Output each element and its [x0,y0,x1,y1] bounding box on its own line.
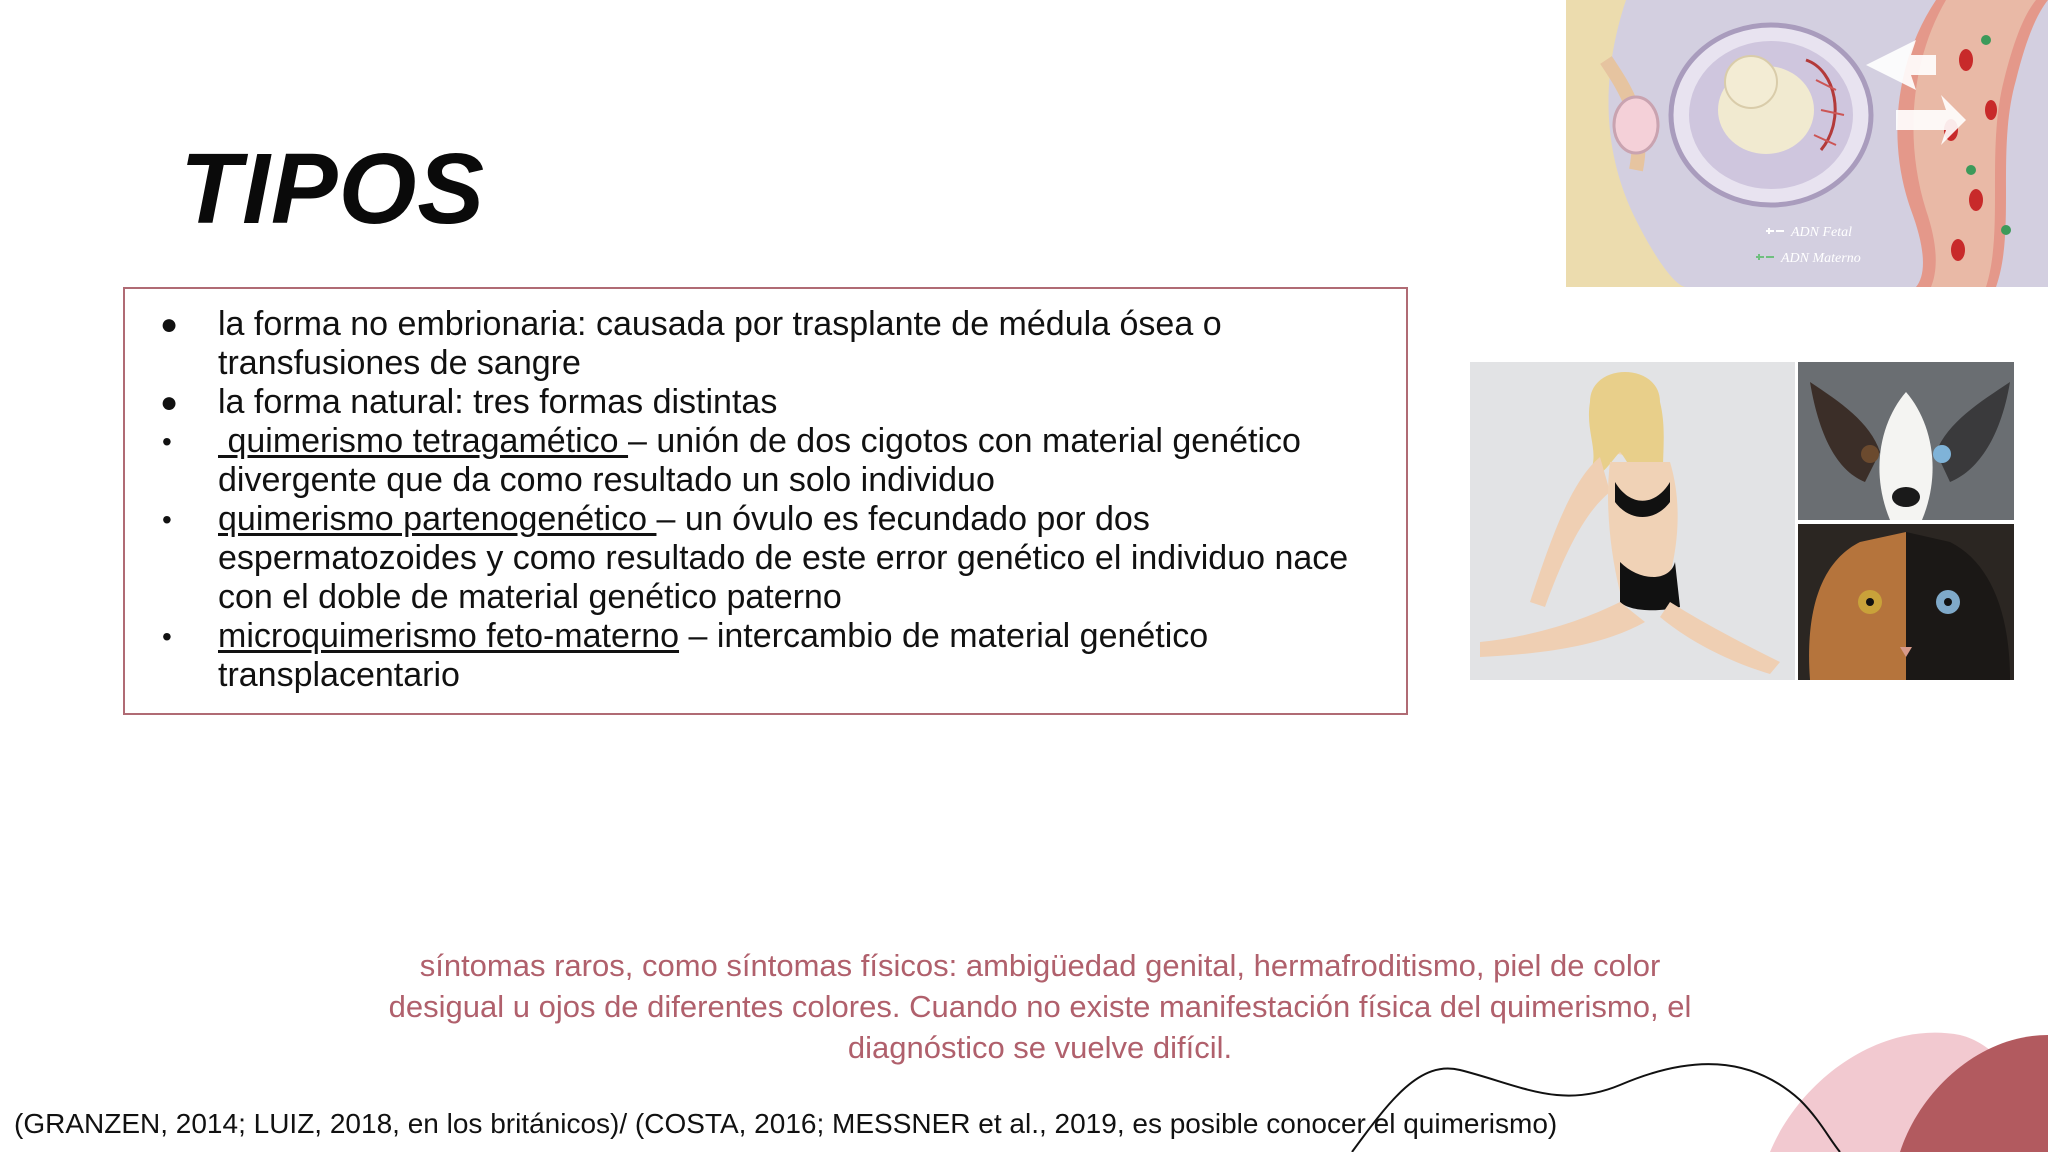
bullet-marker: • [162,504,172,535]
bullet-marker: • [162,621,172,652]
bullet-text: – un óvulo es fecundado por dos espermatozoides y como resultado de este error genético el individuo nace con el doble de material genético paterno [218,500,1349,616]
chimera-photo-collage [1470,362,2014,680]
label-adn-fetal: ADN Fetal [1791,225,1853,240]
bullet-item [160,422,1390,500]
bullet-marker: ● [160,308,179,341]
bullet-marker: • [162,426,172,457]
symptoms-paragraph: síntomas raros, como síntomas físicos: ambigüedad genital, hermafroditismo, piel de color desigual u ojos de diferentes colores. Cuando no existe manifestación física del quimerismo, el diagnóstico se vuelve difícil. [388,948,1692,1065]
decor-light-blob [1770,1033,2048,1152]
bullet-list [160,305,1390,695]
bullet-item [160,617,1390,695]
bullet-term: microquimerismo feto-materno [218,617,680,655]
bullet-text: – unión de dos cigotos con material genético divergente que da como resultado un solo individuo [218,422,1301,499]
bullet-text: la forma no embrionaria: causada por trasplante de médula ósea o transfusiones de sangre [218,305,1222,382]
fetal-dna-illustration [1566,0,2048,287]
fetal-dna-svg [1566,0,2048,287]
bullet-marker: ● [160,386,179,419]
bullet-term: quimerismo tetragamético [218,422,629,460]
bullet-text: – intercambio de material genético transplacentario [218,617,1209,694]
bullet-term: quimerismo partenogenético [218,500,657,538]
citation-text: (GRANZEN, 2014; LUIZ, 2018, en los británicos)/ (COSTA, 2016; MESSNER et al., 2019, es posible conocer el quimerismo) [14,1108,1558,1139]
bullet-item [160,500,1390,617]
label-adn-materno: ADN Materno [1781,251,1861,266]
bullet-text: la forma natural: tres formas distintas [218,383,778,421]
chimera-collage-svg [1470,362,2014,680]
slide-title: TIPOS [180,133,486,245]
decor-dark-blob [1900,1035,2048,1152]
bullet-item [160,383,1390,422]
bullet-box [123,287,1408,715]
bullet-item [160,305,1390,383]
